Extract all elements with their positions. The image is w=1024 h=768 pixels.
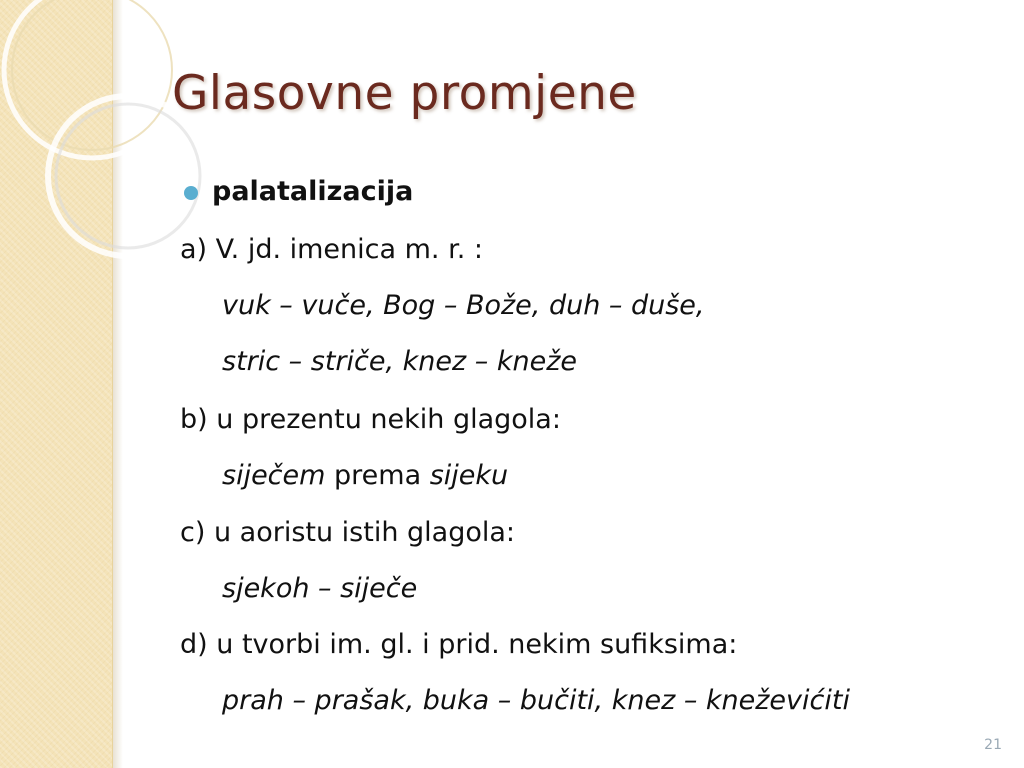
item-a-example-2: stric – striče, knez – kneže [222,346,577,377]
item-c-heading: c) u aoristu istih glagola: [180,517,516,548]
item-b-example [222,460,508,491]
slide-number: 21 [984,737,1002,753]
item-a-example-1: vuk – vuče, Bog – Bože, duh – duše, [222,290,705,321]
slide-title: Glasovne promjene [172,66,637,121]
item-b-example-connector: prema [325,460,430,491]
item-b-example-word-2: sijeku [429,460,509,491]
decorative-circles [0,0,240,260]
item-c-example: sjekoh – siječe [222,573,418,604]
item-b-heading: b) u prezentu nekih glagola: [180,404,561,435]
item-d-heading: d) u tvorbi im. gl. i prid. nekim sufiksima: [180,629,738,660]
item-a-heading: a) V. jd. imenica m. r. : [180,234,483,265]
bullet-text: palatalizacija [212,176,414,207]
item-b-example-word-1: siječem [222,460,326,491]
bullet-icon [184,186,198,200]
item-d-example: prah – prašak, buka – bučiti, knez – kneževićiti [222,685,850,716]
